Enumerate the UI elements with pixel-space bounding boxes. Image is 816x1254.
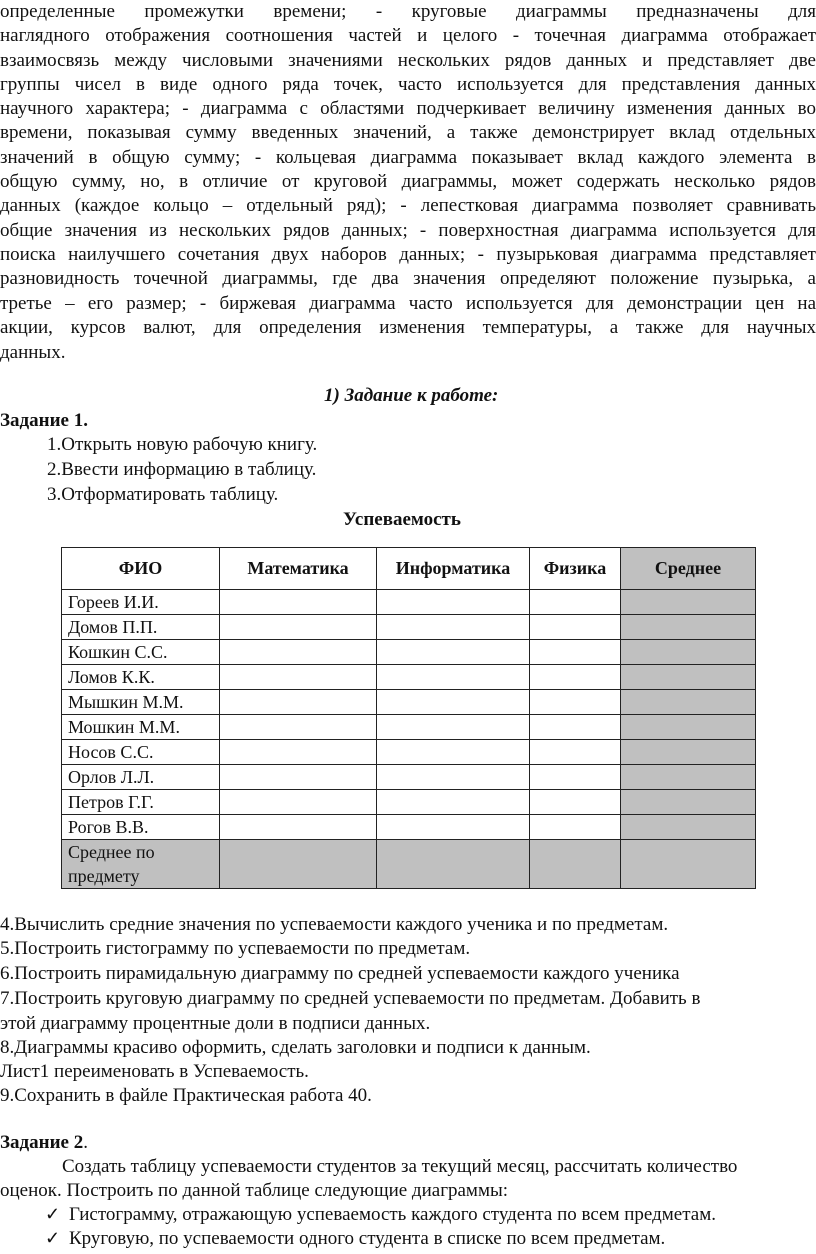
student-name-cell: Орлов Л.Л. [62,765,220,790]
table-row [62,765,756,790]
grade-cell [377,765,530,790]
grade-cell [377,640,530,665]
task2-bullet-text: Гистограмму, отражающую успеваемость каждого студента по всем предметам. [69,1204,716,1225]
task1-step: 8.Диаграммы красиво оформить, сделать заголовки и подписи к данным. [0,1037,591,1058]
grades-table [61,547,756,889]
intro-line: времени, показывая сумму введенных значений, а также демонстрирует вклад отдельных [0,122,816,144]
table-row [62,715,756,740]
task2-paragraph-line: Создать таблицу успеваемости студентов за текущий месяц, рассчитать количество [62,1156,738,1177]
average-cell [621,665,756,690]
average-cell [621,690,756,715]
table-row [62,640,756,665]
intro-line: группы чисел в виде одного ряда точек, часто используется для представления данных [0,73,816,95]
checkmark-icon: ✓ [45,1204,61,1224]
header-cell: Физика [530,548,621,590]
task1-step: 3.Отформатировать таблицу. [47,484,279,505]
student-name-cell: Домов П.П. [62,615,220,640]
grade-cell [377,690,530,715]
student-name-cell: Гореев И.И. [62,590,220,615]
intro-paragraph [0,0,816,364]
task2-title-suffix: . [83,1132,88,1153]
average-cell [621,590,756,615]
grade-cell [220,615,377,640]
task1-step: этой диаграмму процентные доли в подписи данных. [0,1013,431,1034]
intro-line: взаимосвязь между числовыми значениями нескольких рядов данных и представляет две [0,49,816,71]
subject-average-cell [530,840,621,889]
student-name-cell: Рогов В.В. [62,815,220,840]
intro-line: наглядного отображения соотношения частей и целого - точечная диаграмма отображает [0,25,816,47]
table-footer-row [62,840,756,889]
grade-cell [530,815,621,840]
grade-cell [220,665,377,690]
intro-line: научного характера; - диаграмма с областями подчеркивает величину изменения данных во [0,98,816,120]
student-name-cell: Мышкин М.М. [62,690,220,715]
intro-line: определенные промежутки времени; - круговые диаграммы предназначены для [0,1,816,22]
table-title: Успеваемость [343,509,461,530]
grade-cell [530,715,621,740]
table-row [62,690,756,715]
header-cell: Информатика [377,548,530,590]
grade-cell [530,765,621,790]
grade-cell [377,590,530,615]
subject-average-cell [220,840,377,889]
average-cell [621,815,756,840]
subject-average-cell [377,840,530,889]
subject-average-cell [621,840,756,889]
task1-title: Задание 1. [0,410,88,431]
grade-cell [220,790,377,815]
average-cell [621,740,756,765]
grade-cell [530,615,621,640]
header-cell: ФИО [62,548,220,590]
table-row [62,665,756,690]
grade-cell [220,690,377,715]
intro-line: общую сумму, но, в отличие от круговой диаграммы, может содержать несколько рядов [0,171,816,193]
grade-cell [377,665,530,690]
footer-label-cell: Среднее по предмету [62,840,220,889]
checkmark-icon: ✓ [45,1228,61,1248]
task1-step: 4.Вычислить средние значения по успеваемости каждого ученика и по предметам. [0,914,669,935]
intro-line: акции, курсов валют, для определения изменения температуры, а также для научных [0,316,816,338]
grade-cell [377,615,530,640]
grade-cell [220,765,377,790]
header-cell: Среднее [621,548,756,590]
grade-cell [377,715,530,740]
task2-paragraph-line: оценок. Построить по данной таблице следующие диаграммы: [0,1180,509,1201]
intro-line: общие значения из нескольких рядов данных; - поверхностная диаграмма используется для [0,219,816,241]
task1-step: 9.Сохранить в файле Практическая работа 40. [0,1085,372,1106]
task1-step: 1.Открыть новую рабочую книгу. [47,434,318,455]
average-cell [621,790,756,815]
intro-line: поиска наилучшего сочетания двух наборов данных; - пузырьковая диаграмма представляет [0,243,816,265]
grade-cell [220,815,377,840]
student-name-cell: Ломов К.К. [62,665,220,690]
task2-bullet-text: Круговую, по успеваемости одного студента в списке по всем предметам. [69,1228,666,1249]
average-cell [621,715,756,740]
section-heading: 1) Задание к работе: [324,385,499,406]
grade-cell [530,740,621,765]
intro-line: разновидность точечной диаграммы, где два значения определяют положение пузырька, а [0,268,816,290]
task2-bullet [45,1204,716,1226]
task2-title-text: Задание 2 [0,1132,84,1153]
average-cell [621,640,756,665]
grade-cell [220,740,377,765]
grade-cell [377,740,530,765]
grade-cell [377,815,530,840]
grade-cell [530,690,621,715]
grade-cell [377,790,530,815]
intro-line: третье – его размер; - биржевая диаграмма часто используется для демонстрации цен на [0,292,816,314]
task1-step: 5.Построить гистограмму по успеваемости по предметам. [0,938,471,959]
grade-cell [220,590,377,615]
grade-cell [530,665,621,690]
table-row [62,815,756,840]
table-row [62,790,756,815]
intro-paragraph-end: данных. [0,342,66,363]
student-name-cell: Мошкин М.М. [62,715,220,740]
student-name-cell: Носов С.С. [62,740,220,765]
header-cell: Математика [220,548,377,590]
average-cell [621,765,756,790]
table-row [62,615,756,640]
task1-step: 2.Ввести информацию в таблицу. [47,459,317,480]
task1-step: Лист1 переименовать в Успеваемость. [0,1061,309,1082]
grade-cell [220,640,377,665]
grade-cell [530,590,621,615]
task1-step: 6.Построить пирамидальную диаграмму по средней успеваемости каждого ученика [0,963,680,984]
intro-line: данных (каждое кольцо – отдельный ряд); - лепестковая диаграмма позволяет сравнивать [0,195,816,217]
task2-title [0,1132,88,1154]
task1-step: 7.Построить круговую диаграмму по средней успеваемости по предметам. Добавить в [0,988,701,1009]
intro-line: значений в общую сумму; - кольцевая диаграмма показывает вклад каждого элемента в [0,146,816,168]
student-name-cell: Петров Г.Г. [62,790,220,815]
table-header-row [62,548,756,590]
table-row [62,590,756,615]
student-name-cell: Кошкин С.С. [62,640,220,665]
table-row [62,740,756,765]
grade-cell [220,715,377,740]
grade-cell [530,790,621,815]
average-cell [621,615,756,640]
grade-cell [530,640,621,665]
task2-bullet [45,1228,665,1250]
